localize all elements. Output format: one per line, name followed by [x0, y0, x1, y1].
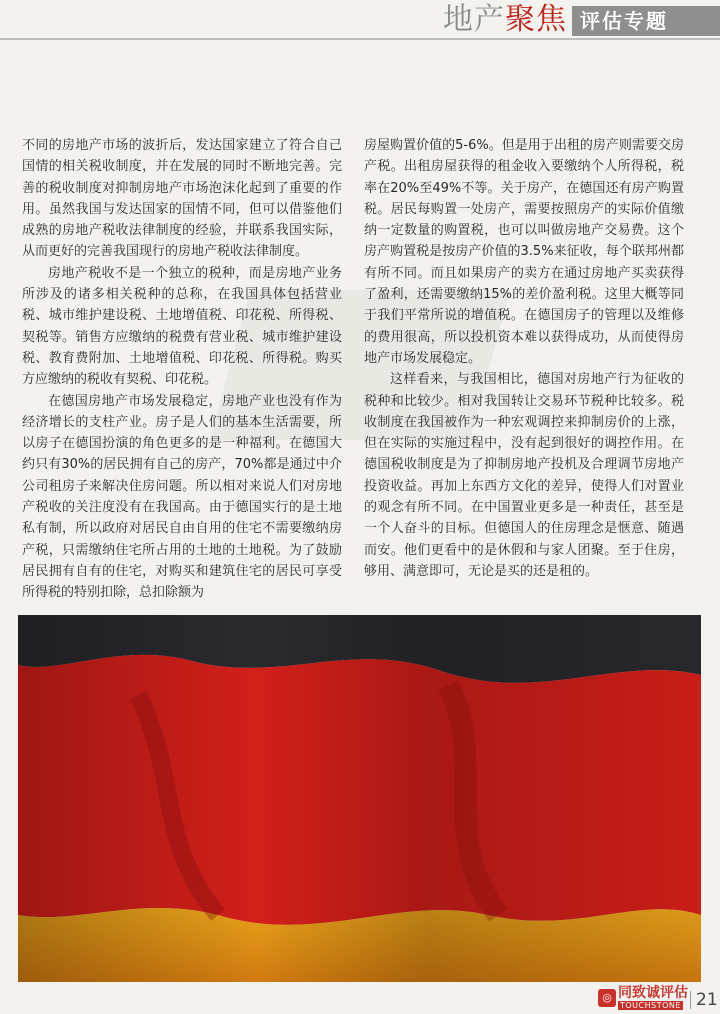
- paragraph: 不同的房地产市场的波折后，发达国家建立了符合自己国情的相关税收制度，并在发展的同时不断地完善。完善的税收制度对抑制房地产市场泡沫化起到了重要的作用。虽然我国与发达国家的国情不同，但可以借鉴他们成熟的房地产税收法律制度的经验，并联系我国实际，从而更好的完善我国现行的房地产税收法律制度。: [22, 138, 342, 260]
- left-text-column: [22, 135, 342, 604]
- header-divider: [0, 38, 720, 40]
- section-title: 评估专题: [580, 9, 668, 33]
- paragraph: 房地产税收不是一个独立的税种，而是房地产业务所涉及的诸多相关税种的总称，在我国具体包括营业税、城市维护建设税、土地增值税、印花税、所得税、契税等。销售方应缴纳的税费有营业税、城市维护建设税、教育费附加、土地增值税、印花税、所得税。购买方应缴纳的税收有契税、印花税。: [22, 265, 342, 388]
- german-flag-image: [18, 615, 701, 982]
- logo-prefix: 地产: [443, 2, 505, 37]
- right-text-column: [364, 135, 684, 582]
- brand-logo-icon: ◎: [598, 989, 616, 1007]
- footer-brand-name: 同致诚评估: [618, 985, 688, 1001]
- paragraph: 在德国房地产市场发展稳定，房地产业也没有作为经济增长的支柱产业。房子是人们的基本生活需要，所以房子在德国扮演的角色更多的是一种福利。在德国大约只有30%的居民拥有自己的房产，70%都是通过中介公司租房子来解决住房问题。所以相对来说人们对房地产税收的关注度没有在我国高。由于德国实行的是土地私有制，所以政府对居民自由自用的住宅不需要缴纳房产税，只需缴纳住宅所占用的土地的土地税。为了鼓励居民拥有自有的住宅，对购买和建筑住宅的居民可享受所得税的特别扣除，总扣除额为: [22, 393, 342, 601]
- paragraph: 房屋购置价值的5-6%。但是用于出租的房产则需要交房产税。出租房屋获得的租金收入要缴纳个人所得税，税率在20%至49%不等。关于房产，在德国还有房产购置税。居民每购置一处房产，需要按照房产的实际价值缴纳一定数量的购置税，也可以叫做房地产交易费。这个房产购置税是按房产价值的3.5%来征收，每个联邦州都有所不同。而且如果房产的卖方在通过房地产买卖获得了盈利，还需要缴纳15%的差价盈利税。这里大概等同于我们平常所说的增值税。在德国房子的管理以及维修的费用很高，所以投机资本难以获得成功，从而使得房地产市场发展稳定。: [364, 138, 684, 366]
- footer-brand-english: TOUCHSTONE: [620, 1001, 681, 1010]
- logo-accent: 聚焦: [505, 2, 567, 37]
- footer-divider: [690, 991, 691, 1009]
- page-number: 21: [696, 990, 718, 1010]
- paragraph: 这样看来，与我国相比，德国对房地产行为征收的税种和比较少。相对我国转让交易环节税种比较多。税收制度在我国被作为一种宏观调控来抑制房价的上涨，但在实际的实施过程中，没有起到很好的调控作用。在德国税收制度是为了抑制房地产投机及合理调节房地产投资收益。再加上东西方文化的差异，使得人们对置业的观念有所不同。在中国置业更多是一种责任，甚至是一个人奋斗的目标。但德国人的住房理念是惬意、随遇而安。他们更看中的是休假和与家人团聚。至于住房，够用、满意即可，无论是买的还是租的。: [364, 372, 684, 579]
- magazine-logo: [443, 4, 573, 36]
